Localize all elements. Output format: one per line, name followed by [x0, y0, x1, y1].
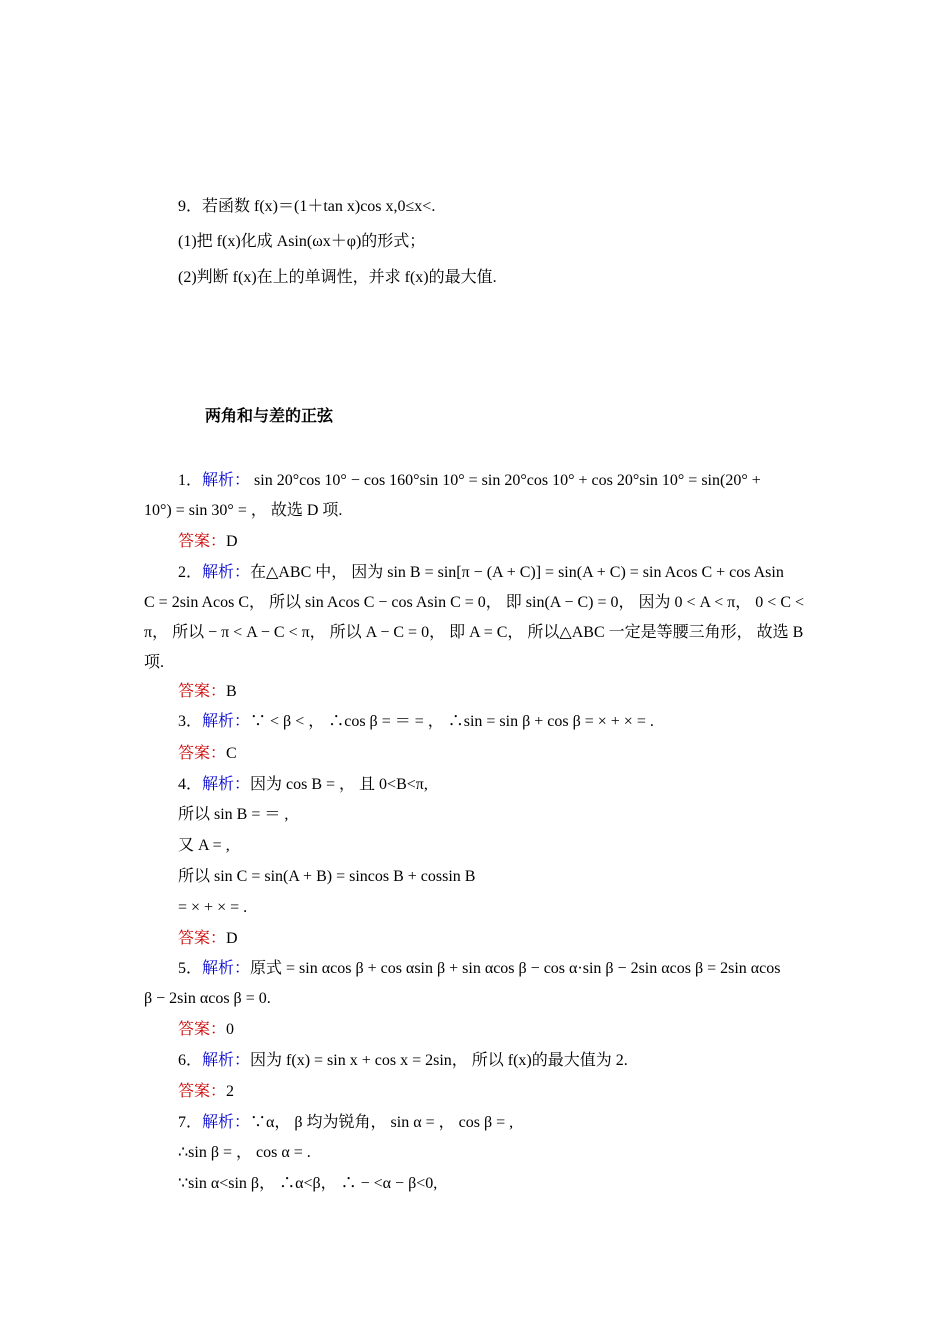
- solution-4-line-3: 又 A = ,: [178, 837, 230, 854]
- solution-text: sin 20°cos 10° − cos 160°sin 10° = sin 20°cos 10° + cos 20°sin 10° = sin(20° +: [254, 472, 761, 489]
- answer-4: [178, 929, 238, 949]
- item-number: 4．: [178, 776, 203, 793]
- analysis-label: 解析：: [202, 960, 251, 977]
- analysis-label: 解析：: [202, 1114, 251, 1131]
- answer-label: 答案：: [178, 930, 227, 947]
- item-number: 1．: [178, 472, 203, 489]
- analysis-label: 解析：: [202, 1052, 251, 1069]
- answer-value: D: [226, 930, 238, 947]
- solution-3-line-1: [178, 712, 654, 732]
- answer-3: [178, 744, 237, 764]
- item-number: 5．: [178, 960, 203, 977]
- solution-2-line-2: C = 2sin Acos C， 所以 sin Acos C − cos Asin C = 0， 即 sin(A − C) = 0， 因为 0 < A < π， 0 < C <: [144, 594, 805, 611]
- problem-9-part-1: (1)把 f(x)化成 Asin(ωx＋φ)的形式；: [178, 233, 426, 250]
- answer-label: 答案：: [178, 1021, 227, 1038]
- item-number: 6．: [178, 1052, 203, 1069]
- answer-label: 答案：: [178, 683, 227, 700]
- answer-1: [178, 532, 238, 552]
- solution-4-line-4: 所以 sin C = sin(A + B) = sincos B + cossin B: [178, 868, 476, 885]
- solution-text: ∵α， β 均为锐角， sin α = ， cos β = ,: [250, 1114, 514, 1131]
- answer-6: [178, 1082, 234, 1102]
- analysis-label: 解析：: [202, 776, 251, 793]
- item-number: 3．: [178, 713, 203, 730]
- solution-7-line-3: ∵sin α<sin β， ∴α<β， ∴ − <α − β<0,: [178, 1175, 438, 1192]
- solution-5-line-1: [178, 959, 781, 979]
- answer-label: 答案：: [178, 533, 227, 550]
- answer-value: B: [226, 683, 237, 700]
- answer-value: 2: [226, 1083, 235, 1100]
- solution-1-line-2: 10°) = sin 30° = ， 故选 D 项.: [144, 502, 343, 519]
- answer-value: 0: [226, 1021, 235, 1038]
- solution-text: 在△ABC 中， 因为 sin B = sin[π − (A + C)] = sin(A + C) = sin Acos C + cos Asin: [250, 564, 784, 581]
- solution-6-line-1: [178, 1051, 628, 1071]
- solution-4-line-1: [178, 775, 428, 795]
- answer-value: D: [226, 533, 238, 550]
- analysis-label: 解析：: [202, 564, 251, 581]
- solution-text: 因为 cos B = ， 且 0<B<π,: [250, 776, 428, 793]
- solution-7-line-1: [178, 1113, 513, 1133]
- answer-5: [178, 1020, 234, 1040]
- problem-9-stem: 9．若函数 f(x)＝(1＋tan x)cos x,0≤x<.: [178, 198, 436, 215]
- answer-label: 答案：: [178, 745, 227, 762]
- solution-1-line-1: [178, 471, 761, 491]
- section-title: 两角和与差的正弦: [205, 406, 334, 425]
- solution-5-line-2: β − 2sin αcos β = 0.: [144, 990, 271, 1007]
- analysis-label: 解析：: [202, 713, 251, 730]
- solution-2-line-1: [178, 563, 784, 583]
- item-number: 7．: [178, 1114, 203, 1131]
- solution-2-line-3: π， 所以 − π < A − C < π， 所以 A − C = 0， 即 A = C， 所以△ABC 一定是等腰三角形， 故选 B: [144, 624, 804, 641]
- analysis-label: 解析：: [202, 472, 251, 489]
- problem-9-part-2: (2)判断 f(x)在上的单调性，并求 f(x)的最大值.: [178, 269, 497, 286]
- solution-4-line-5: = × + × = .: [178, 899, 248, 916]
- solution-text: 原式 = sin αcos β + cos αsin β + sin αcos β − cos α·sin β − 2sin αcos β = 2sin αcos: [250, 960, 781, 977]
- answer-2: [178, 682, 237, 702]
- item-number: 2．: [178, 564, 203, 581]
- solution-2-line-4: 项.: [144, 654, 165, 671]
- solution-text: 因为 f(x) = sin x + cos x = 2sin， 所以 f(x)的最大值为 2.: [250, 1052, 628, 1069]
- answer-label: 答案：: [178, 1083, 227, 1100]
- answer-value: C: [226, 745, 237, 762]
- solution-4-line-2: 所以 sin B = ＝ ,: [178, 806, 289, 823]
- solution-7-line-2: ∴sin β = ， cos α = .: [178, 1144, 311, 1161]
- solution-text: ∵ < β < ， ∴cos β = ＝ = ， ∴sin = sin β + cos β = × + × = .: [250, 713, 654, 730]
